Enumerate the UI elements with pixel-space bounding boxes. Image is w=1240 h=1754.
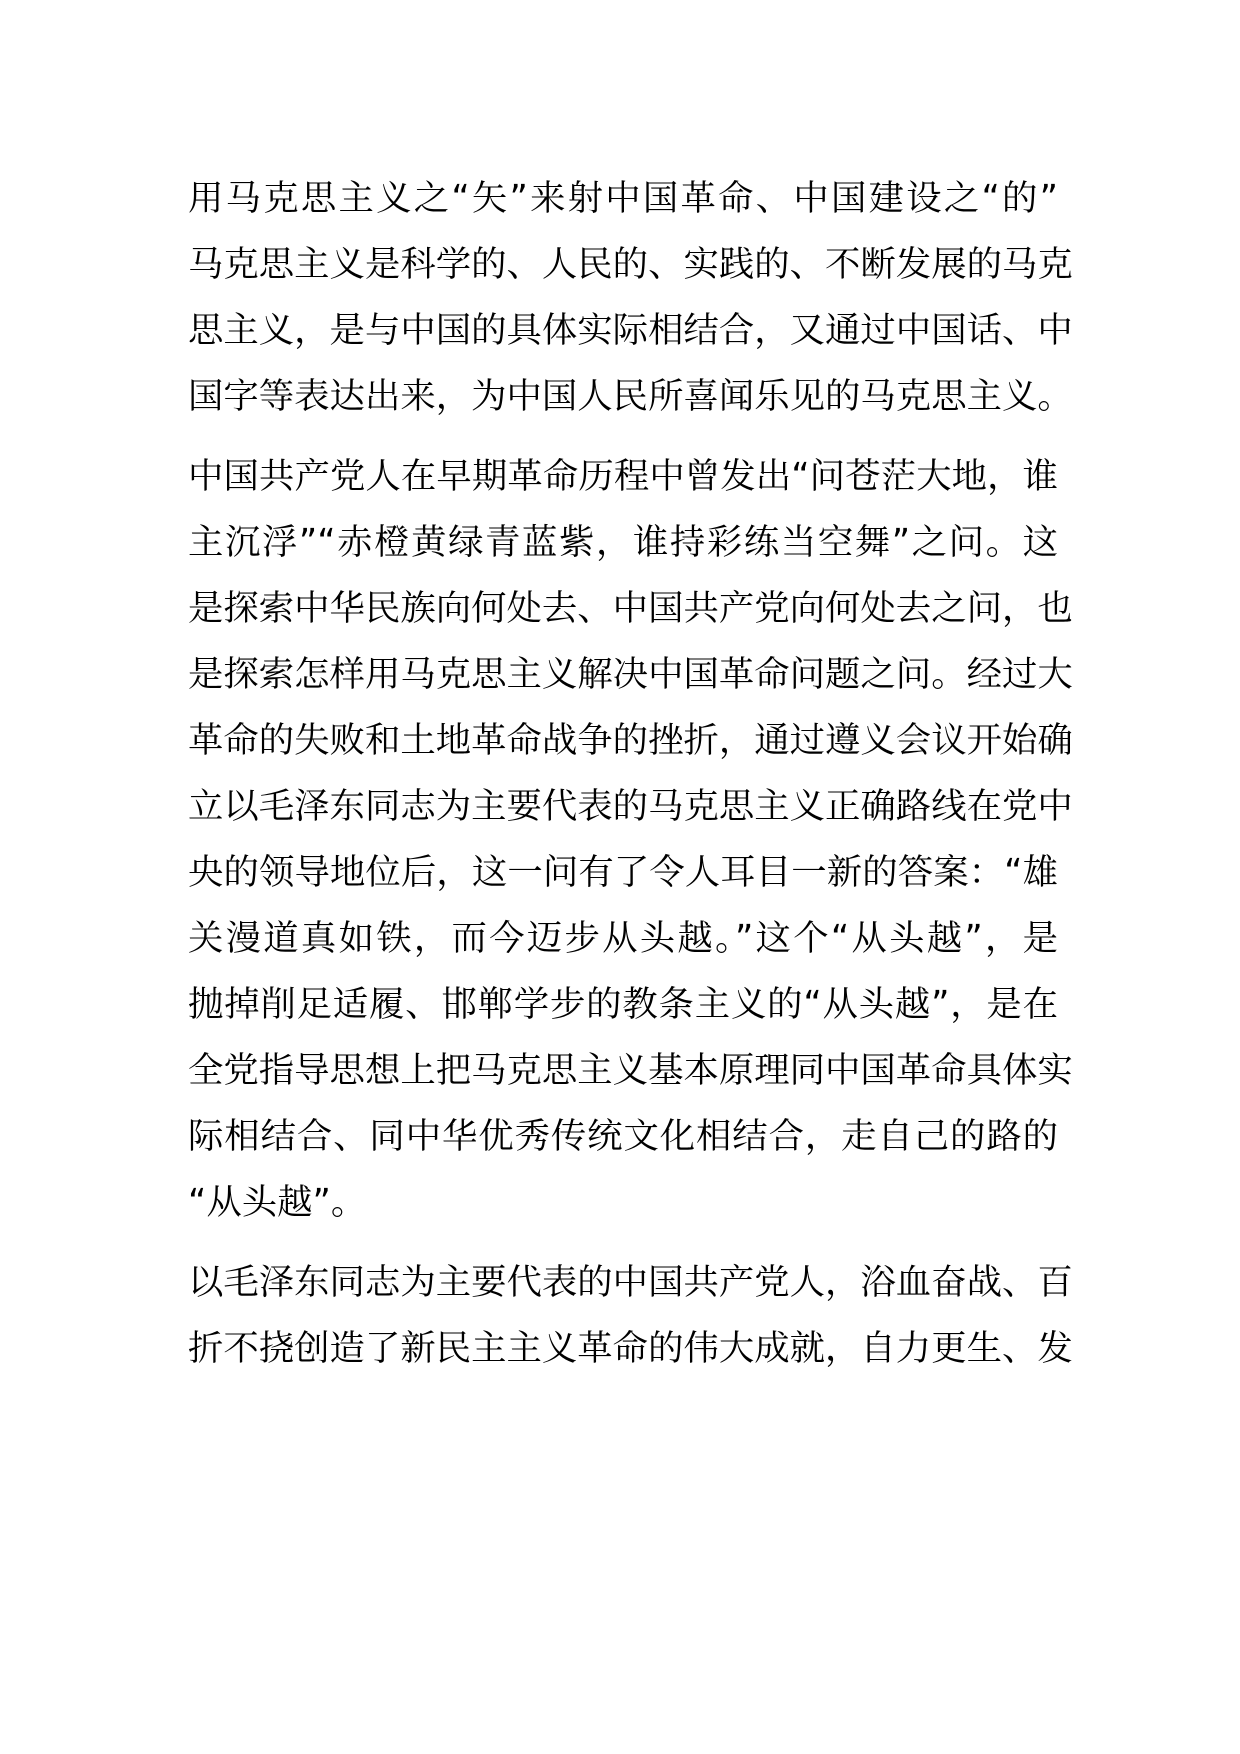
text-line: 以毛泽东同志为主要代表的中国共产党人，浴血奋战、百 (188, 1262, 1073, 1303)
text-line: “从头越”。 (188, 1182, 367, 1223)
text-line: 主沉浮”“赤橙黄绿青蓝紫，谁持彩练当空舞”之问。这 (188, 522, 1058, 563)
text-line: 思主义，是与中国的具体实际相结合，又通过中国话、中 (188, 310, 1073, 351)
text-line: 国字等表达出来，为中国人民所喜闻乐见的马克思主义。 (188, 376, 1073, 417)
text-line: 中国共产党人在早期革命历程中曾发出“问苍茫大地，谁 (188, 456, 1058, 497)
text-line: 际相结合、同中华优秀传统文化相结合，走自己的路的 (188, 1116, 1058, 1157)
text-line: 是探索中华民族向何处去、中国共产党向何处去之问，也 (188, 588, 1073, 629)
text-line: 全党指导思想上把马克思主义基本原理同中国革命具体实 (188, 1050, 1073, 1091)
text-line: 是探索怎样用马克思主义解决中国革命问题之问。经过大 (188, 654, 1073, 695)
text-line: 折不挠创造了新民主主义革命的伟大成就，自力更生、发 (188, 1328, 1073, 1369)
text-line: 抛掉削足适履、邯郸学步的教条主义的“从头越”，是在 (188, 984, 1058, 1025)
text-line: 立以毛泽东同志为主要代表的马克思主义正确路线在党中 (188, 786, 1073, 827)
text-line: 用马克思主义之“矢”来射中国革命、中国建设之“的” (188, 178, 1058, 219)
text-line: 关漫道真如铁，而今迈步从头越。”这个“从头越”，是 (188, 918, 1058, 959)
text-line: 马克思主义是科学的、人民的、实践的、不断发展的马克 (188, 244, 1073, 285)
text-line: 革命的失败和土地革命战争的挫折，通过遵义会议开始确 (188, 720, 1073, 761)
text-line: 央的领导地位后，这一问有了令人耳目一新的答案：“雄 (188, 852, 1058, 893)
